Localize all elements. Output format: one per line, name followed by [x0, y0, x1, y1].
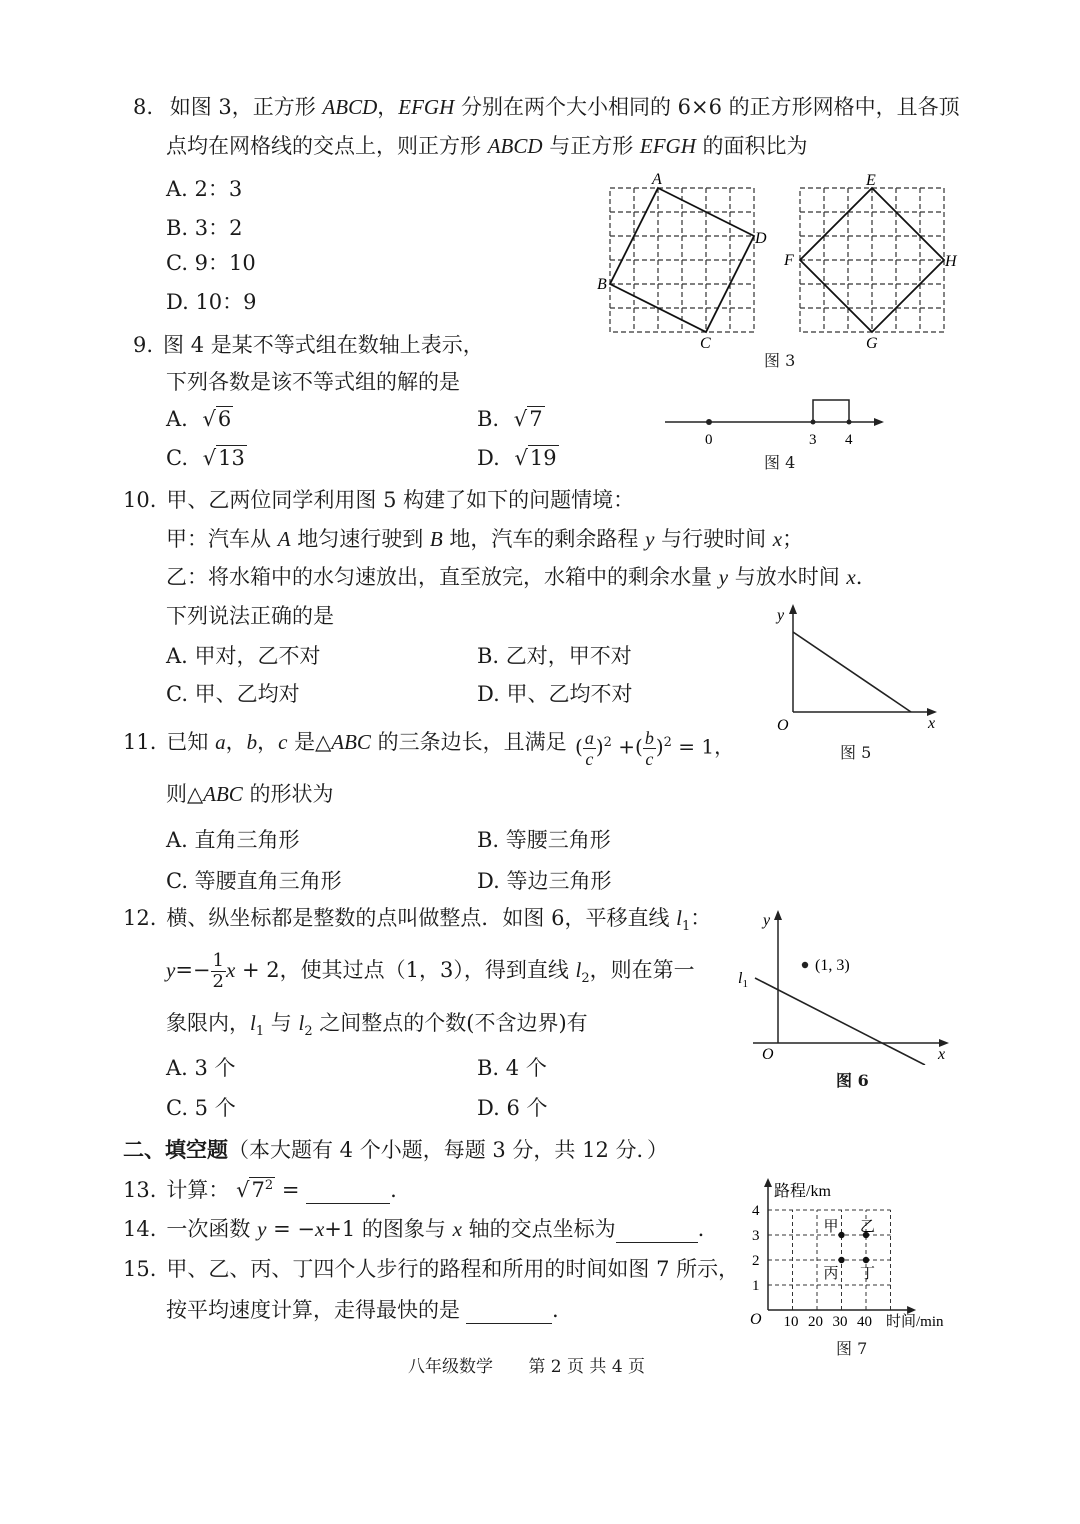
xtick-40: 40: [857, 1314, 872, 1330]
chart-ticks: [752, 1203, 872, 1330]
q8-option-b[interactable]: B. 3：2: [166, 216, 243, 240]
xtick-20: 20: [808, 1314, 823, 1330]
point-label: (1, 3): [815, 957, 850, 974]
point-3: [838, 1257, 844, 1263]
tick-4: 4: [845, 432, 853, 448]
q11-option-a[interactable]: A. 直角三角形: [166, 828, 300, 852]
q12-option-b[interactable]: B. 4 个: [477, 1056, 547, 1080]
q8-option-d[interactable]: D. 10：9: [166, 290, 257, 314]
q10-line3: 乙：将水箱中的水匀速放出，直至放完，水箱中的剩余水量 y 与放水时间 x.: [166, 565, 863, 589]
sqrt-13: √13: [202, 446, 245, 470]
fraction-a-over-c: $\frac{a}{c}$: [584, 727, 594, 769]
figure-4: [660, 390, 900, 450]
sqrt-7: √7: [513, 407, 543, 431]
sqrt-7-squared: $√7^2$: [236, 1178, 274, 1202]
q11-line2: 则△ABC 的形状为: [166, 782, 334, 806]
q14-answer-blank[interactable]: [616, 1220, 698, 1243]
label-f: F: [784, 252, 794, 269]
q15-answer-blank[interactable]: [466, 1301, 552, 1324]
figure-6: [735, 905, 960, 1065]
figure-6-caption: 图 6: [836, 1071, 869, 1090]
origin-label: O: [777, 717, 789, 734]
label-d: D: [755, 230, 767, 247]
q8-line1: 8. 如图 3，正方形 ABCD，EFGH 分别在两个大小相同的 6×6 的正方形网格中，且各顶: [133, 95, 960, 119]
arrow-up-icon: [789, 604, 797, 614]
q10-line4: 下列说法正确的是: [166, 604, 334, 628]
q10-line1: 10. 甲、乙两位同学利用图 5 构建了如下的问题情境：: [123, 488, 635, 512]
xtick-10: 10: [783, 1314, 799, 1330]
grid-left: [610, 188, 754, 332]
label-a: A: [652, 171, 662, 188]
q9-line2: 下列各数是该不等式组的解的是: [166, 370, 460, 394]
q11-option-c[interactable]: C. 等腰直角三角形: [166, 869, 342, 893]
label-h: H: [945, 253, 957, 270]
figure-3-caption: 图 3: [764, 351, 796, 370]
q10-option-c[interactable]: C. 甲、乙均对: [166, 682, 300, 706]
point-label-1: 甲: [823, 1219, 839, 1235]
q11-line1: 11. 已知 a，b，c 是△ABC 的三条边长，且满足: [123, 730, 567, 754]
figure-5-caption: 图 5: [840, 743, 872, 762]
line-l1: [755, 978, 925, 1065]
y-label: y: [763, 912, 771, 929]
q12-option-a[interactable]: A. 3 个: [166, 1056, 236, 1080]
footer-page: 第 2 页 共 4 页: [528, 1357, 646, 1377]
arrow-right-icon: [874, 418, 884, 426]
point-label-2: 乙: [860, 1219, 876, 1235]
q8-option-a[interactable]: A. 2：3: [166, 177, 243, 201]
q8-option-c[interactable]: C. 9：10: [166, 251, 256, 275]
q11-option-b[interactable]: B. 等腰三角形: [477, 828, 611, 852]
q9-line1: 9. 图 4 是某不等式组在数轴上表示，: [133, 333, 484, 357]
section-2-heading: 二、填空题（本大题有 4 个小题，每题 3 分，共 12 分．）: [123, 1137, 668, 1162]
point-label-4: 丁: [860, 1266, 876, 1282]
tick-3: 3: [809, 432, 817, 448]
footer-subject: 八年级数学: [408, 1357, 493, 1377]
l1-label: $l_1$: [738, 970, 748, 990]
dot-4: [847, 420, 852, 425]
solution-bracket: [813, 400, 849, 422]
ytick-1: 1: [752, 1278, 760, 1294]
arrow-up-icon: [764, 1178, 772, 1187]
q9-option-c[interactable]: C. √13: [166, 446, 245, 470]
q14-line: 14. 一次函数 y = −x+1 的图象与 x 轴的交点坐标为 .: [123, 1217, 705, 1241]
q12-line3: 象限内，$l_1$ 与 $l_2$ 之间整点的个数(不含边界)有: [166, 1011, 588, 1040]
q15-line1: 15. 甲、乙、丙、丁四个人步行的路程和所用的时间如图 7 所示，: [123, 1257, 740, 1281]
point-4: [863, 1257, 869, 1263]
ytick-3: 3: [752, 1228, 760, 1244]
arrow-up-icon: [774, 910, 782, 920]
ytick-4: 4: [752, 1203, 760, 1219]
sqrt-6: √6: [202, 407, 232, 431]
grid-right: [800, 188, 944, 332]
chart-origin: O: [750, 1311, 762, 1328]
label-b: B: [597, 276, 607, 293]
q10-option-a[interactable]: A. 甲对，乙不对: [166, 644, 321, 668]
q8-line2: 点均在网格线的交点上，则正方形 ABCD 与正方形 EFGH 的面积比为: [166, 134, 808, 158]
q13-answer-blank[interactable]: [306, 1181, 390, 1204]
arrow-right-icon: [907, 1306, 916, 1314]
figure-7-caption: 图 7: [836, 1339, 868, 1358]
x-label: x: [938, 1046, 946, 1063]
q12-line1: 12. 横、纵坐标都是整数的点叫做整点．如图 6，平移直线 $l_1$：: [123, 906, 712, 935]
tick-0: 0: [705, 432, 713, 448]
y-label: y: [777, 607, 785, 624]
chart-ylabel: 路程/km: [774, 1183, 831, 1200]
q13-line: 13. 计算： $√7^2$ = .: [123, 1172, 397, 1204]
ytick-2: 2: [752, 1253, 760, 1269]
q12-option-c[interactable]: C. 5 个: [166, 1096, 236, 1120]
xtick-30: 30: [832, 1314, 848, 1330]
q10-line2: 甲：汽车从 A 地匀速行驶到 B 地，汽车的剩余路程 y 与行驶时间 x；: [166, 527, 804, 551]
q10-option-d[interactable]: D. 甲、乙均不对: [477, 682, 633, 706]
chart-xlabel: 时间/min: [886, 1314, 944, 1330]
fraction-one-half: $\frac{1}{2}$: [212, 950, 224, 992]
figure-3: [595, 170, 970, 370]
origin-label: O: [762, 1046, 774, 1063]
point-1: [838, 1232, 844, 1238]
decreasing-line: [793, 632, 911, 712]
label-g: G: [866, 335, 878, 352]
q9-option-d[interactable]: D. √19: [477, 446, 557, 470]
q12-line2: y=− $\frac{1}{2}$ x + 2，使其过点（1，3），得到直线 $l_2$，则在第一: [166, 950, 695, 992]
q10-option-b[interactable]: B. 乙对，甲不对: [477, 644, 632, 668]
figure-5: [765, 600, 950, 735]
dot-3: [811, 420, 816, 425]
figure-4-caption: 图 4: [764, 453, 796, 472]
q15-line2: 按平均速度计算，走得最快的是 .: [166, 1298, 559, 1322]
page-footer: [408, 1352, 645, 1377]
q11-equation: ( $\frac{a}{c}$ )$^2$ +( $\frac{b}{c}$ )$^2$ = 1，: [575, 727, 735, 769]
point-1-3: [802, 962, 808, 968]
origin-dot: [706, 419, 712, 425]
q9-option-b[interactable]: B. √7: [477, 407, 543, 431]
x-label: x: [928, 715, 936, 732]
q9-option-a[interactable]: A. √6: [166, 407, 232, 431]
label-e: E: [866, 172, 876, 189]
point-label-3: 丙: [823, 1266, 839, 1282]
figure-7-chart: [740, 1170, 965, 1335]
sqrt-19: √19: [514, 446, 557, 470]
chart-points: [824, 1218, 876, 1282]
fraction-b-over-c: $\frac{b}{c}$: [644, 727, 654, 769]
q12-option-d[interactable]: D. 6 个: [477, 1096, 548, 1120]
label-c: C: [700, 335, 711, 352]
q11-option-d[interactable]: D. 等边三角形: [477, 869, 612, 893]
q8-number: 8.: [133, 95, 154, 119]
